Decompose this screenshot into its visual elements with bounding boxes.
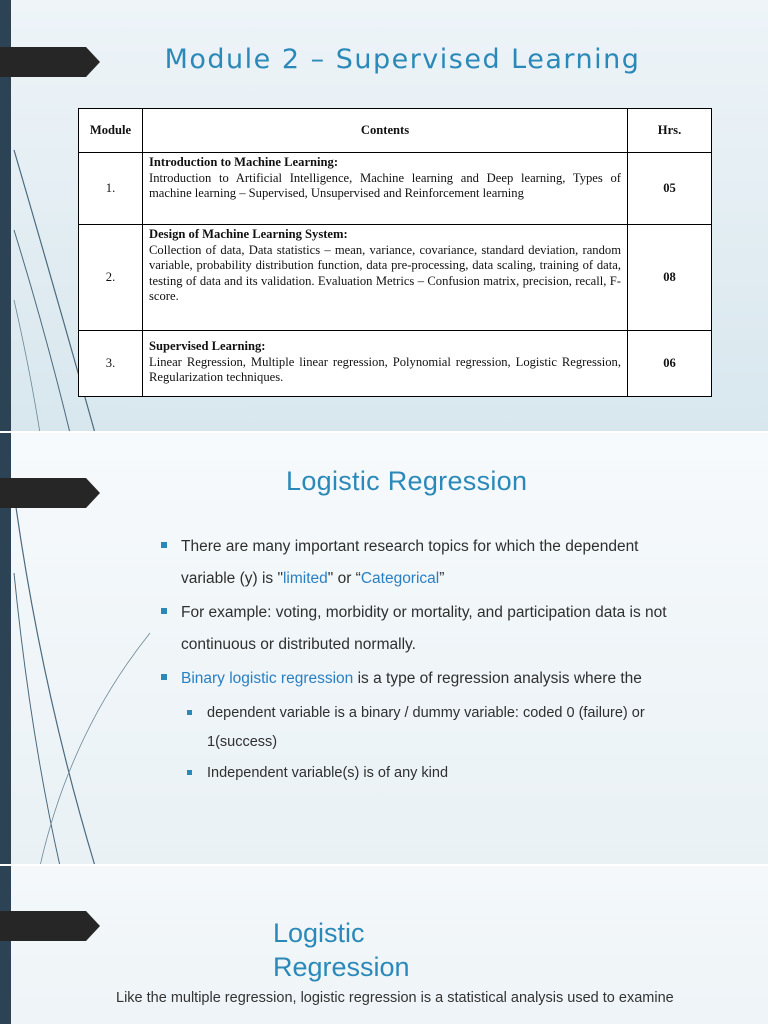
sub-bullet-item: dependent variable is a binary / dummy variable: coded 0 (failure) or 1(success) (187, 699, 681, 757)
row-heading: Introduction to Machine Learning: (149, 155, 339, 169)
table-row (79, 331, 712, 397)
table-row (79, 225, 712, 331)
slide-2 (0, 433, 768, 866)
row-module: 1. (79, 153, 143, 225)
row-module: 3. (79, 331, 143, 397)
arrow-tab-icon (0, 911, 100, 941)
bullet-list (161, 531, 681, 788)
row-contents (143, 331, 628, 397)
row-module: 2. (79, 225, 143, 331)
row-text: Linear Regression, Multiple linear regression, Polynomial regression, Logistic Regression, Regularization techniques. (149, 354, 621, 384)
row-hrs: 08 (628, 225, 712, 331)
row-contents (143, 153, 628, 225)
slide-3 (0, 866, 768, 1024)
table-header-row (79, 109, 712, 153)
bullet-text: is a type of regression analysis where the (353, 670, 642, 687)
header-module: Module (79, 109, 143, 153)
highlight-limited: limited (282, 570, 328, 587)
bullet-item (161, 663, 681, 695)
arrow-tab-icon (0, 478, 100, 508)
row-heading: Design of Machine Learning System: (149, 227, 348, 241)
slide-1 (0, 0, 768, 433)
sub-bullet-item: Independent variable(s) is of any kind (187, 759, 681, 788)
slide-3-body: Like the multiple regression, logistic regression is a statistical analysis used to examine (116, 990, 674, 1006)
row-contents (143, 225, 628, 331)
bullet-text: There are many important research topics for which the dependent variable (y) is " (181, 538, 639, 587)
row-hrs: 06 (628, 331, 712, 397)
highlight-binary-logistic-regression: Binary logistic regression (181, 670, 354, 687)
row-hrs: 05 (628, 153, 712, 225)
bullet-text: ” (439, 570, 445, 587)
bullet-item: For example: voting, morbidity or mortality, and participation data is not continuous or distributed normally. (161, 597, 681, 661)
title-line: Regression (273, 952, 410, 982)
slide-1-title: Module 2 – Supervised Learning (164, 44, 641, 75)
header-hrs: Hrs. (628, 109, 712, 153)
title-line: Logistic (273, 918, 365, 948)
row-heading: Supervised Learning: (149, 339, 266, 353)
left-accent-bar (0, 866, 11, 1024)
header-contents: Contents (143, 109, 628, 153)
bullet-text: " or “ (327, 570, 361, 587)
slide-2-title: Logistic Regression (286, 466, 528, 496)
syllabus-table (78, 108, 712, 396)
slide-3-title (273, 916, 410, 984)
row-text: Collection of data, Data statistics – mean, variance, covariance, standard deviation, random variable, probability distribution function, data pre-processing, data scaling, training of data, testing of data and its validation. Evaluation Metrics – Confusion matrix, precision, recall, F-score. (149, 242, 621, 303)
row-text: Introduction to Artificial Intelligence, Machine learning and Deep learning, Types of machine learning – Supervised, Unsupervised and Reinforcement learning (149, 170, 621, 200)
table-row (79, 153, 712, 225)
highlight-categorical: Categorical (360, 570, 440, 587)
bullet-item (161, 531, 681, 595)
